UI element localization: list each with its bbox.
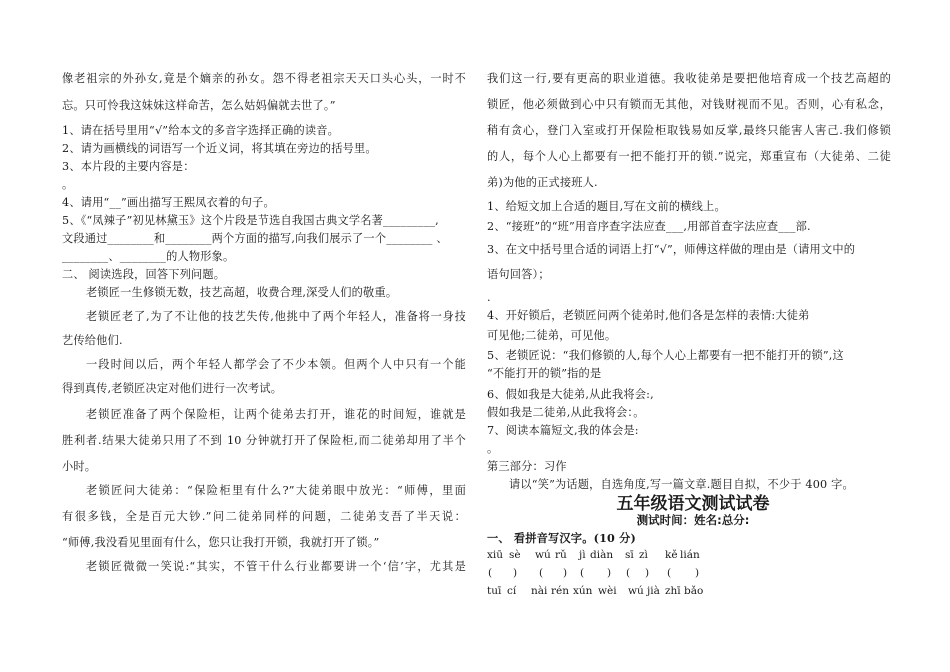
bracket-close: ) — [645, 567, 650, 579]
question-5: 5、老锁匠说：“我们修锁的人,每个人心上都要有一把不能打开的锁”,这 — [487, 349, 844, 362]
pinyin-syllable: sè — [509, 549, 521, 561]
question-2: 2、请为画横线的词语写一个近义词，将其填在旁边的括号里。 — [62, 142, 377, 155]
question-5-cont: ________、________的人物形象。 — [62, 250, 235, 263]
question-3: 3、本片段的主要内容是： — [62, 160, 195, 173]
bracket-open: ( — [488, 567, 493, 579]
bracket-open: ( — [539, 567, 544, 579]
story-line: 有很多钱，全是百元大钞.”问二徒弟同样的问题，二徒弟支吾了半天说： — [62, 510, 466, 523]
passage-line: 像老祖宗的外孙女,竟是个嫡亲的孙女。怨不得老祖宗天天口头心头，一时不 — [62, 72, 466, 85]
pinyin-syllable: tuī — [487, 585, 502, 597]
story-line: 小时。 — [62, 460, 97, 473]
pinyin-row-1 — [487, 548, 899, 562]
question-7: 7、阅读本篇短文,我的体会是: — [487, 424, 639, 437]
exam-subtitle: 测试时间：姓名:总分: — [636, 513, 750, 527]
pinyin-syllable: jià — [647, 585, 660, 597]
pinyin-syllable: zhī — [665, 585, 681, 597]
story-line: 锁匠，他必须做到心中只有锁而无其他，对钱财视而不见。否则，心有私念， — [487, 98, 891, 111]
bracket-close: ) — [513, 567, 518, 579]
question-5: 5、《“凤辣子”初见林黛玉》这个片段是节选自我国古典文学名著_________, — [62, 214, 439, 227]
answer-line: 。 — [487, 442, 499, 455]
pinyin-syllable: bǎo — [684, 585, 704, 597]
question-4: 4、请用“__”画出描写王熙凤衣着的句子。 — [62, 196, 275, 209]
story-line: 老锁匠一生修锁无数，技艺高超，收费合理,深受人们的敬重。 — [86, 286, 398, 299]
question-4-cont: 可见他;二徒弟，可见他。 — [487, 329, 617, 342]
pinyin-syllable: rǔ — [555, 549, 567, 561]
pinyin-row-2 — [487, 584, 899, 598]
part-3-heading: 第三部分：习作 — [487, 460, 567, 473]
essay-prompt: 请以“笑”为话题，自选角度,写一篇文章.题目自拟，不少于 400 字。 — [509, 478, 854, 491]
story-line: 一段时间以后，两个年轻人都学会了不少本领。但两个人中只有一个能 — [86, 358, 466, 371]
story-line: 得到真传,老锁匠决定对他们进行一次考试。 — [62, 382, 283, 395]
section-1-heading: 一、 看拼音写汉字。(10 分) — [487, 531, 637, 545]
question-3: 3、在文中括号里合适的词语上打“√”，师傅这样做的理由是（请用文中的 — [487, 243, 856, 256]
answer-brackets-row — [487, 566, 899, 580]
story-line: 我们这一行,要有更高的职业道德。我收徒弟是要把他培育成一个技艺高超的 — [487, 72, 891, 85]
story-line: 老锁匠准备了两个保险柜，让两个徒弟去打开，谁花的时间短，谁就是 — [86, 408, 466, 421]
passage-line: 忘。只可怜我这妹妹这样命苦，怎么姑妈偏就去世了。” — [62, 99, 336, 112]
story-line: 胜利者.结果大徒弟只用了不到 10 分钟就打开了保险柜,而二徒弟却用了半个 — [62, 434, 466, 447]
pinyin-syllable: wèi — [598, 585, 617, 597]
question-4: 4、开好锁后，老锁匠问两个徒弟时,他们各是怎样的表情:大徒弟 — [487, 309, 810, 322]
pinyin-syllable: jì — [579, 549, 586, 561]
section-2-heading: 二、 阅读选段，回答下列问题。 — [62, 268, 226, 281]
pinyin-syllable: rén — [551, 585, 569, 597]
answer-line: . — [487, 291, 491, 304]
exam-title: 五年级语文测试试卷 — [616, 494, 770, 514]
bracket-open: ( — [626, 567, 631, 579]
bracket-open: ( — [580, 567, 585, 579]
pinyin-syllable: diàn — [590, 549, 614, 561]
answer-line: 。 — [62, 178, 74, 191]
pinyin-syllable: cí — [507, 585, 517, 597]
question-1: 1、请在括号里用“√”给本文的多音字选择正确的读音。 — [62, 124, 340, 137]
pinyin-syllable: wú — [628, 585, 644, 597]
pinyin-syllable: lián — [680, 549, 700, 561]
story-line: 的人，每个人心上都要有一把不能打开的锁.”说完，郑重宣布（大徒弟、二徒 — [487, 150, 891, 163]
question-6-cont: 假如我是二徒弟,从此我将会：。 — [487, 406, 645, 419]
bracket-close: ) — [563, 567, 568, 579]
pinyin-syllable: nài — [531, 585, 548, 597]
story-line: 稍有贪心，登门入室或打开保险柜取钱易如反掌,最终只能害人害己.我们修锁 — [487, 124, 891, 137]
story-line: “师傅,我没看见里面有什么，您只让我打开锁，我就打开了锁。” — [62, 536, 380, 549]
bracket-open: ( — [667, 567, 672, 579]
story-line: 老锁匠老了,为了不让他的技艺失传,他挑中了两个年轻人，准备将一身技 — [86, 310, 466, 323]
pinyin-syllable: sī — [625, 549, 634, 561]
pinyin-syllable: xiū — [487, 549, 504, 561]
story-line: 弟)为他的正式接班人. — [487, 176, 598, 189]
pinyin-syllable: wú — [535, 549, 551, 561]
question-5-cont: 文段通过________和________两个方面的描写,向我们展示了一个________ 、 — [62, 232, 448, 245]
story-line: 艺传给他们. — [62, 334, 123, 347]
bracket-close: ) — [607, 567, 612, 579]
pinyin-syllable: kě — [665, 549, 678, 561]
pinyin-syllable: zì — [639, 549, 648, 561]
question-2: 2、“接班”的“班”用音序查字法应查___,用部首查字法应查___部. — [487, 220, 811, 233]
question-6: 6、假如我是大徒弟,从此我将会:, — [487, 388, 654, 401]
question-1: 1、给短文加上合适的题目,写在文前的横线上。 — [487, 200, 726, 213]
question-5-cont: “不能打开的锁”指的是 — [487, 367, 602, 380]
bracket-close: ) — [695, 567, 700, 579]
story-line: 老锁匠问大徒弟：“保险柜里有什么?”大徒弟眼中放光：“师傅，里面 — [86, 484, 466, 497]
story-line: 老锁匠微微一笑说:“其实，不管干什么行业都要讲一个‘信’字，尤其是 — [86, 560, 466, 573]
question-3-cont: 语句回答）； — [487, 268, 550, 281]
pinyin-syllable: xún — [573, 585, 593, 597]
